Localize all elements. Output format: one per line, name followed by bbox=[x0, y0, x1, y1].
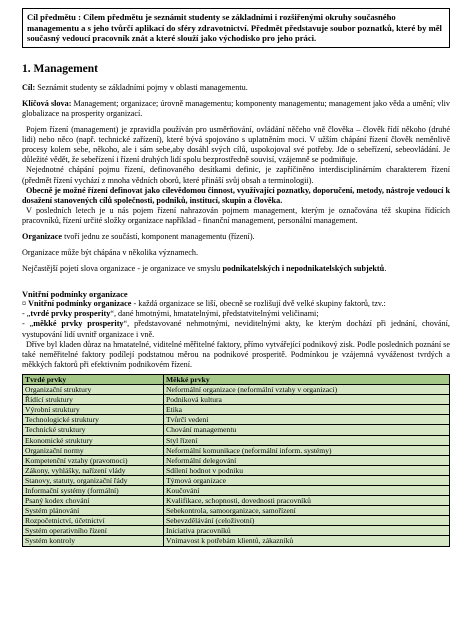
goal-text: Seznámit studenty se základními pojmy v oblasti managementu. bbox=[35, 82, 248, 92]
management-definition-text: Obecně je možné řízení definovat jako cílevědomou činnost, využívající poznatky, doporučení, metody, nástroje vedoucí k dosažení stanovených cílů společnosti, podniků, institucí, skupin a člověka. bbox=[22, 185, 450, 205]
table-row bbox=[23, 526, 450, 536]
table-cell: Sdílení hodnot v podniku bbox=[164, 465, 450, 475]
table-cell: Zákony, vyhlášky, nařízení vlády bbox=[23, 465, 164, 475]
table-cell: Týmová organizace bbox=[164, 475, 450, 485]
keywords-label: Klíčová slova: bbox=[22, 98, 72, 108]
table-cell: Systém operativního řízení bbox=[23, 526, 164, 536]
table-cell: Kompetenční vztahy (pravomoci) bbox=[23, 455, 164, 465]
table-cell: Neformální organizace (neformální vztahy v organizaci) bbox=[164, 385, 450, 395]
nejcastejsi-bold: podnikatelských i nepodnikatelských subjektů bbox=[222, 264, 385, 274]
table-cell: Kvalifikace, schopnosti, dovednosti pracovníků bbox=[164, 496, 450, 506]
table-cell: Sebevzdělávání (celoživotní) bbox=[164, 516, 450, 526]
table-cell: Etika bbox=[164, 405, 450, 415]
tvrde-prvky-text: “, dané hmotnými, hmatatelnými, předstatvitelnými veličinami; bbox=[110, 309, 319, 319]
table-cell: Psaný kodex chování bbox=[23, 496, 164, 506]
vnitrni-podminky-bold: Vnitřní podmínky organizace bbox=[28, 299, 132, 309]
table-cell: Podniková kultura bbox=[164, 395, 450, 405]
table-row bbox=[23, 496, 450, 506]
nejcastejsi-end: . bbox=[384, 264, 387, 274]
keywords-text: Management; organizace; úrovně managementu; komponenty managementu; management jako věda a umění; vliv globalizace na prosperity organizací. bbox=[22, 98, 450, 118]
table-cell: Iniciativa pracovníků bbox=[164, 526, 450, 536]
management-paragraph-4: V posledních letech je u nás pojem řízení nahrazován pojmem management, kterým je označována též skupina řídících pracovníků, řízení určité složky organizace například - finanční management, personální management. bbox=[22, 205, 450, 225]
section-heading: 1. Management bbox=[22, 62, 99, 75]
table-cell: Ekonomické struktury bbox=[23, 435, 164, 445]
table-row bbox=[23, 475, 450, 485]
mekke-prefix: - „ bbox=[22, 319, 34, 329]
table-cell: Výrobní struktury bbox=[23, 405, 164, 415]
vnitrni-podminky-paragraph bbox=[22, 299, 450, 309]
table-header-mekke: Měkké prvky bbox=[164, 374, 450, 384]
table-header-row bbox=[23, 374, 450, 384]
mekke-prvky-line bbox=[22, 319, 450, 339]
table-cell: Chování managementu bbox=[164, 425, 450, 435]
table-cell: Organizační normy bbox=[23, 445, 164, 455]
document-page bbox=[22, 8, 450, 547]
bullet-glyph: ¤ bbox=[22, 299, 29, 309]
table-row bbox=[23, 445, 450, 455]
organizace-meanings: Organizace může být chápána v několika významech. bbox=[22, 248, 199, 258]
course-goal-box bbox=[22, 8, 450, 48]
table-cell: Technologické struktury bbox=[23, 415, 164, 425]
table-row bbox=[23, 485, 450, 495]
table-row bbox=[23, 506, 450, 516]
organizace-paragraph bbox=[22, 232, 450, 242]
table-cell: Sebekontrola, samoorganizace, samořízení bbox=[164, 506, 450, 516]
nejcastejsi-paragraph bbox=[22, 264, 450, 274]
table-cell: Systém kontroly bbox=[23, 536, 164, 546]
table-row bbox=[23, 395, 450, 405]
table-cell: Tvůrčí vedení bbox=[164, 415, 450, 425]
table-cell: Rozpočetnictví, účetnictví bbox=[23, 516, 164, 526]
organizace-text: tvoří jednu ze součástí, komponent managementu (řízení). bbox=[62, 232, 255, 241]
table-row bbox=[23, 405, 450, 415]
management-definition bbox=[22, 186, 450, 206]
table-row bbox=[23, 435, 450, 445]
table-row bbox=[23, 536, 450, 546]
prvky-table bbox=[22, 374, 450, 547]
keywords-paragraph bbox=[22, 99, 450, 119]
table-row bbox=[23, 465, 450, 475]
table-row bbox=[23, 516, 450, 526]
table-cell: Informační systémy (formální) bbox=[23, 485, 164, 495]
course-goal-text: Cíl předmětu : Cílem předmětu je seznámit studenty se základními i rozšiřenými okruhy současného managementu a s jeho tvůrčí aplikací do sféry zdravotnictví. Předmět představuje soubor poznatků, které by měl současný vedoucí pracovník znát a které slouží jako východisko pro jeho práci. bbox=[27, 12, 442, 44]
tvrde-prvky-line bbox=[22, 309, 450, 319]
goal-label: Cíl: bbox=[22, 82, 36, 92]
table-cell: Technické struktury bbox=[23, 425, 164, 435]
table-row bbox=[23, 425, 450, 435]
drive-paragraph: Dříve byl kladen důraz na hmatatelné, viditelné měřitelné faktory, přímo vytvářející podnikový zisk. Podle posledních poznání se také neměřitelné faktory podílejí podstatnou měrou na podnikové prosperitě. Podmínkou je vzájemná vyváženost tvrdých a měkkých faktorů při efektivním podnikovém řízení. bbox=[22, 339, 450, 369]
vnitrni-podminky-text: - každá organizace se liší, obecně se rozlišují dvě velké skupiny faktorů, tzv.: bbox=[131, 299, 386, 309]
table-cell: Koučování bbox=[164, 485, 450, 495]
nejcastejsi-text: Nejčastější pojetí slova organizace - je organizace ve smyslu bbox=[22, 264, 223, 274]
organizace-term: Organizace bbox=[22, 232, 63, 241]
table-cell: Stanovy, statuty, organizační řády bbox=[23, 475, 164, 485]
table-cell: Systém plánování bbox=[23, 506, 164, 516]
mekke-prvky-text: “, představované nehmotnými, neviditelnými akty, ke kterým dochází při jednání, chování, vystupování lidí uvnitř organizace i vně. bbox=[22, 319, 450, 339]
table-cell: Neformální komunikace (neformální inform. systémy) bbox=[164, 445, 450, 455]
management-paragraph-1: Pojem řízení (management) je zpravidla používán pro usměrňování, ovládání něčeho vně člověka – člověk řídí někoho (druhé lidi) nebo něco (např. technické zařízení), které bývá spojováno s uplatněním moci. V užším chápání řízení člověk neměnlivě procesy kolem sebe, někoho, ale i sám sebe,aby dosáhl svých cílů, uspokojoval své potřeby. Jde o sebeřízení, sebeovládání. Je důležité vědět, že sebeřízení i řízení druhých lidí spolu bezprostředně souvisí, vzájemně se podmiňuje. bbox=[22, 125, 450, 165]
tvrde-prefix: - „ bbox=[22, 309, 31, 319]
tvrde-prvky-bold: tvrdé prvky prosperity bbox=[30, 309, 111, 319]
table-row bbox=[23, 415, 450, 425]
goal-paragraph bbox=[22, 83, 450, 93]
table-cell: Styl řízení bbox=[164, 435, 450, 445]
table-cell: Neformální delegování bbox=[164, 455, 450, 465]
table-row bbox=[23, 455, 450, 465]
table-cell: Řídící struktury bbox=[23, 395, 164, 405]
mekke-prvky-bold: měkké prvky prosperity bbox=[33, 319, 124, 329]
management-paragraph-2: Nejednotné chápání pojmu řízení, definovaného desítkami definic, je zapříčiněno interdisciplinárním charakterem řízení (předmět řízení vychází z mnoha vědních oborů, které přináší svůj obsah a terminologii). bbox=[22, 165, 450, 185]
table-row bbox=[23, 385, 450, 395]
table-cell: Vnímavost k potřebám klientů, zákazníků bbox=[164, 536, 450, 546]
vnitrni-podminky-heading: Vnitřní podmínky organizace bbox=[22, 290, 128, 300]
table-cell: Organizační struktury bbox=[23, 385, 164, 395]
table-header-tvrde: Tvrdé prvky bbox=[23, 374, 164, 384]
